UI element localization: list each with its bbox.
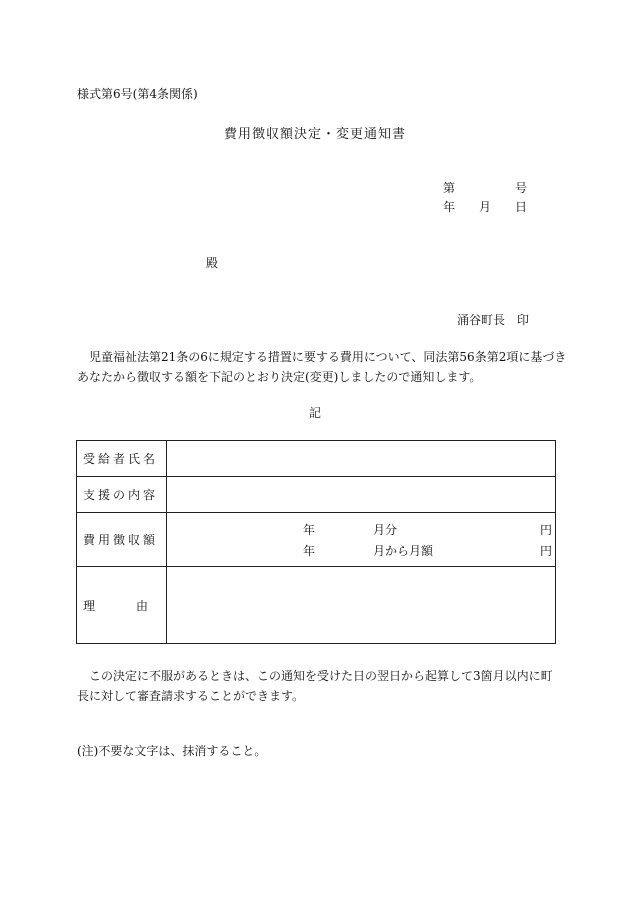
- reason-label-a: 理: [83, 598, 99, 613]
- intro-line-2: あなたから徴収する額を下記のとおり決定(変更)しましたので通知します。: [77, 370, 482, 384]
- document-title: 費用徴収額決定・変更通知書: [223, 127, 406, 142]
- table-row-support: [77, 477, 556, 513]
- fee-line1-month: 月分: [373, 523, 398, 537]
- closing-line-1: この決定に不服があるときは、この通知を受けた日の翌日から起算して3箇月以内に町: [77, 669, 553, 683]
- fee-amount-value: [167, 513, 556, 567]
- fee-line1-year: 年: [303, 523, 316, 537]
- info-table: [76, 440, 556, 644]
- date-month: 月: [479, 200, 492, 214]
- closing-line-2: 長に対して審査請求することができます。: [77, 689, 305, 703]
- doc-number-prefix: 第: [443, 181, 456, 195]
- fee-line2-year: 年: [303, 544, 316, 558]
- table-row-reason: [77, 567, 556, 644]
- closing-text: [77, 666, 553, 706]
- ki-heading: 記: [308, 406, 321, 420]
- recipient-name-label: 受給者氏名: [77, 441, 167, 477]
- fee-line2-month: 月から月額: [373, 544, 434, 558]
- intro-text: [77, 347, 566, 387]
- date-year: 年: [443, 200, 456, 214]
- fee-amount-label: 費用徴収額: [77, 513, 167, 567]
- reason-value: [167, 567, 556, 644]
- addressee-suffix: 殿: [206, 256, 219, 270]
- table-row-recipient: [77, 441, 556, 477]
- table-row-fee: [77, 513, 556, 567]
- reason-label: [77, 567, 167, 644]
- intro-line-1: 児童福祉法第21条の6に規定する措置に要する費用について、同法第56条第2項に基づき: [77, 350, 567, 364]
- form-number: 様式第6号(第4条関係): [77, 87, 198, 101]
- issuer-signature: 涌谷町長 印: [457, 313, 530, 327]
- doc-number-suffix: 号: [515, 181, 528, 195]
- fee-line1-yen: 円: [540, 523, 553, 537]
- date-day: 日: [515, 200, 528, 214]
- fee-line2-yen: 円: [540, 544, 553, 558]
- footnote: (注)不要な文字は、抹消すること。: [77, 744, 267, 758]
- support-content-value: [167, 477, 556, 513]
- support-content-label: 支援の内容: [77, 477, 167, 513]
- recipient-name-value: [167, 441, 556, 477]
- reason-label-b: 由: [135, 598, 151, 613]
